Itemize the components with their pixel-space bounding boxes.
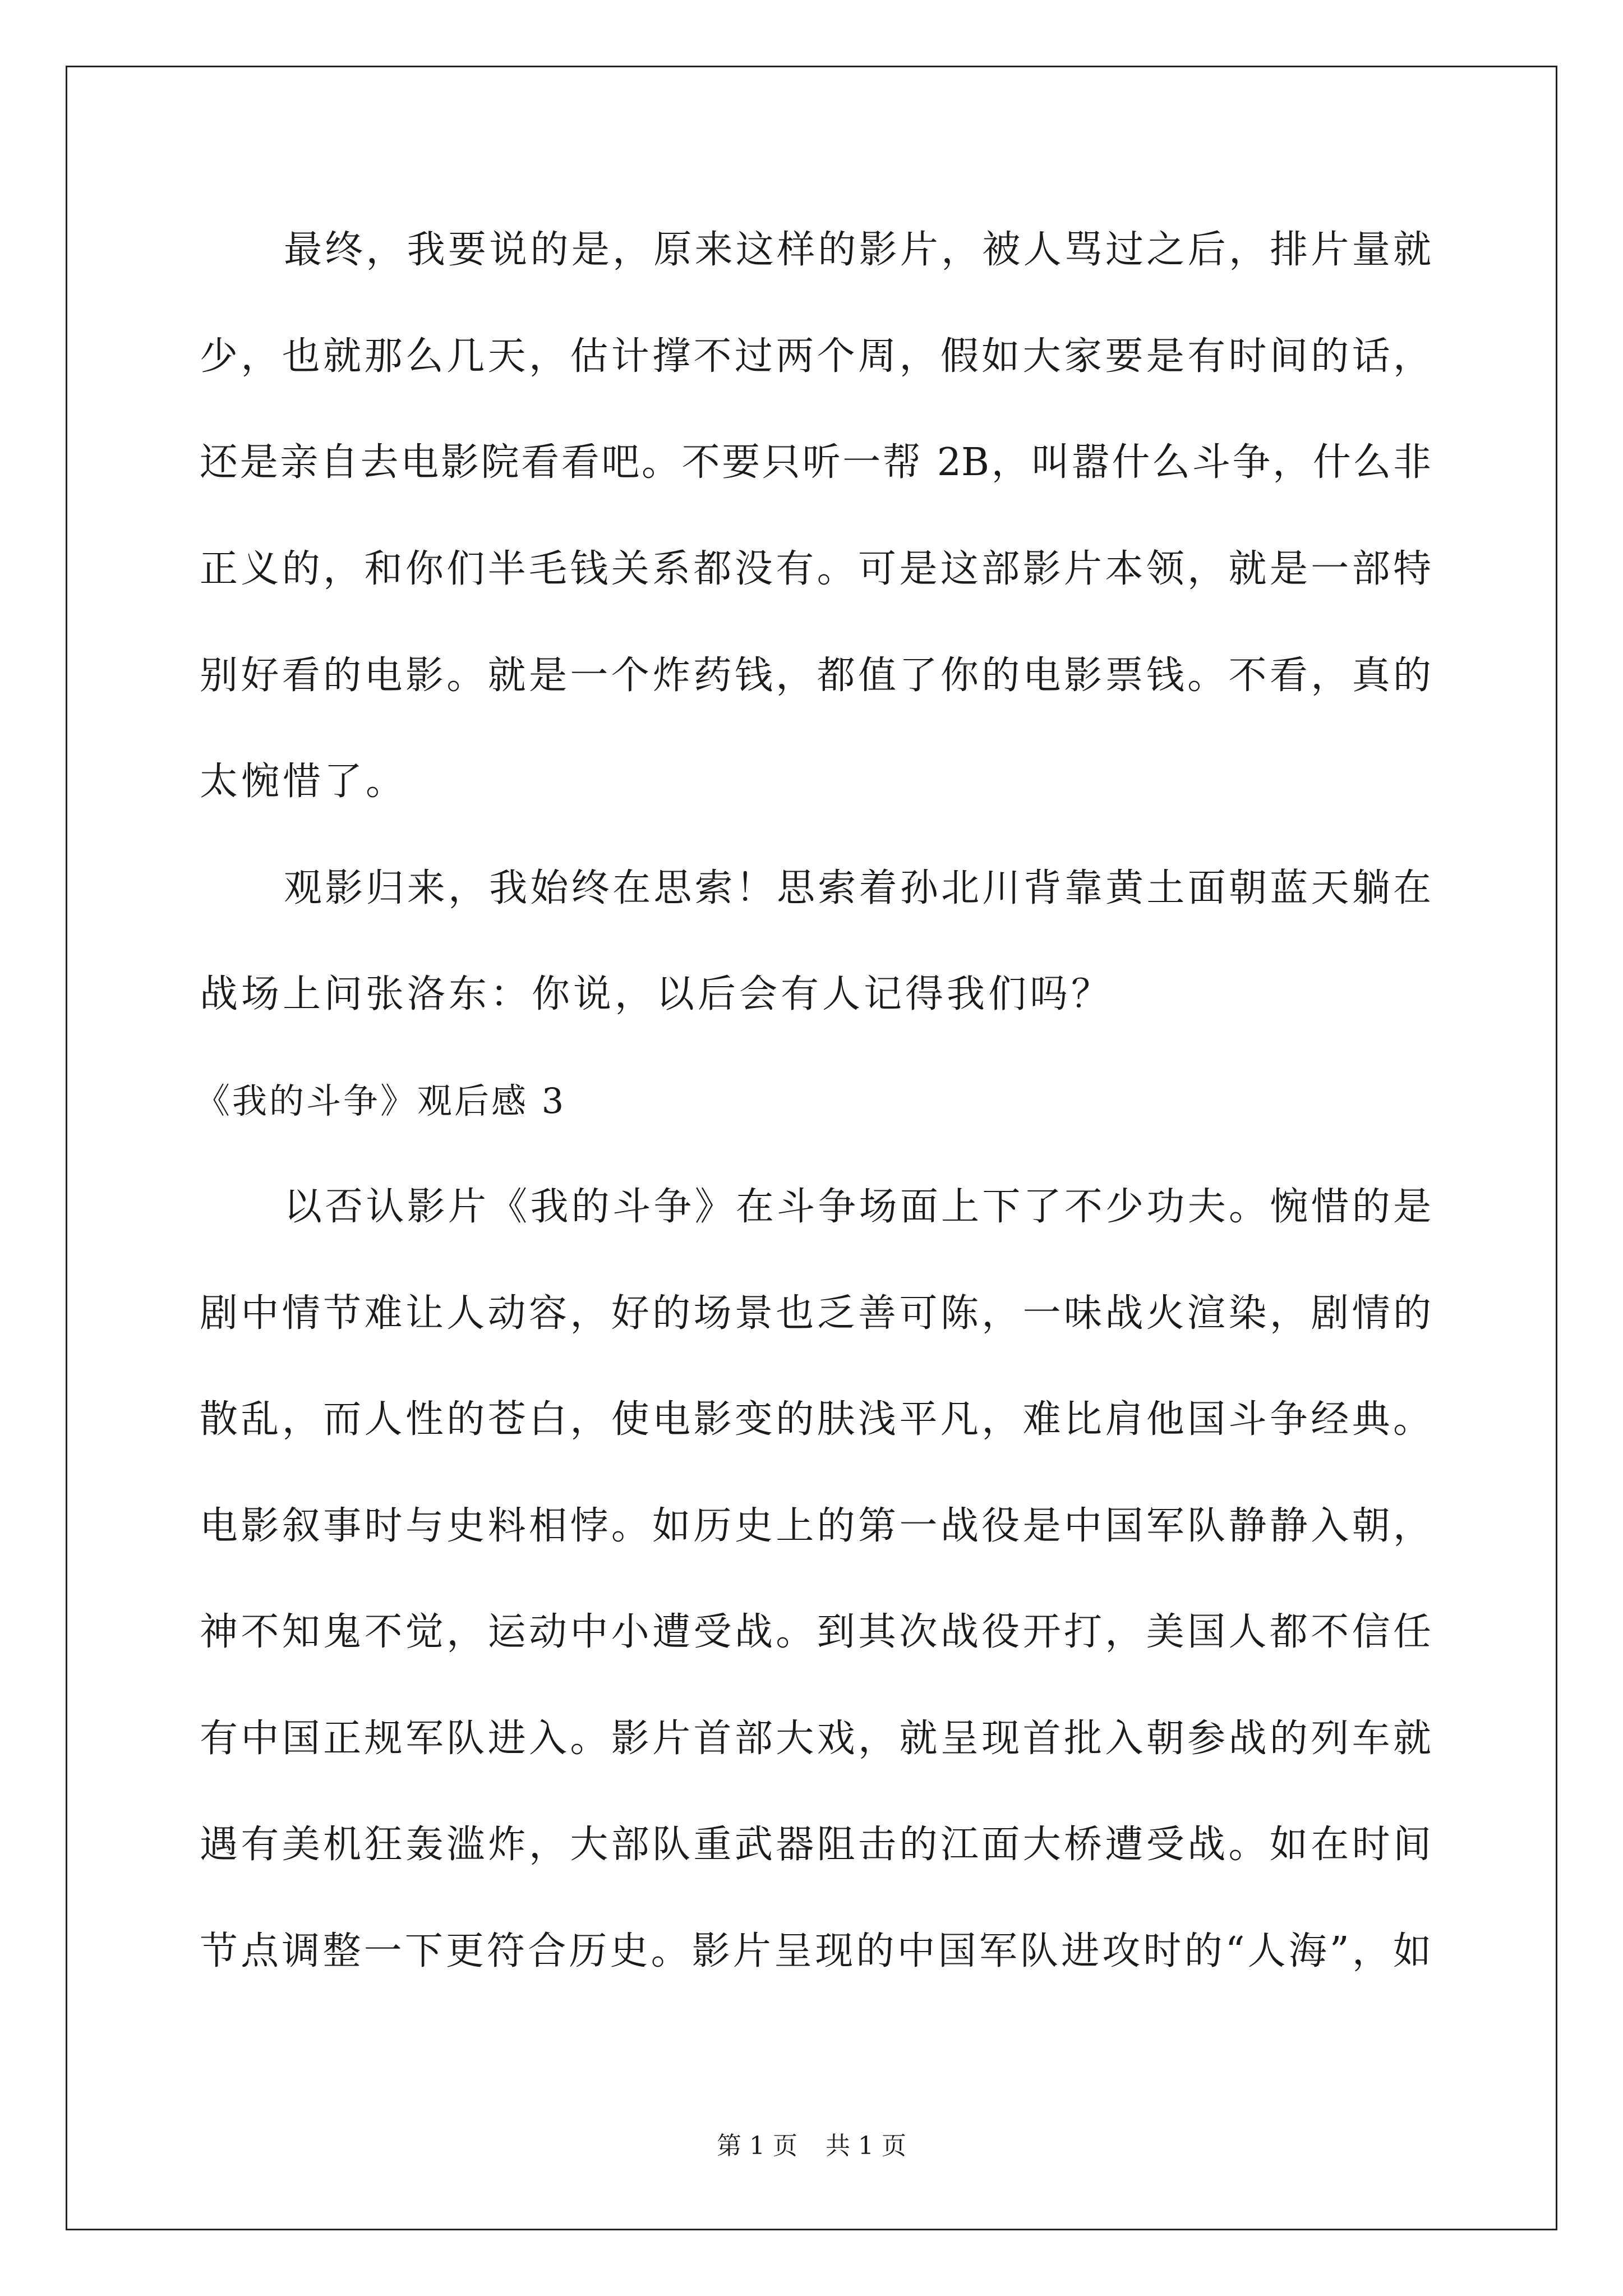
page-total: 共 1 页 bbox=[826, 2132, 906, 2160]
page-border bbox=[66, 66, 1557, 2230]
paragraph-line: 散乱，而人性的苍白，使电影变的肤浅平凡，难比肩他国斗争经典。 bbox=[200, 1397, 1431, 1442]
page-footer bbox=[0, 2131, 1623, 2162]
paragraph-line: 观影归来，我始终在思索！思索着孙北川背靠黄土面朝蓝天躺在 bbox=[284, 866, 1431, 910]
page-number: 第 1 页 bbox=[717, 2132, 797, 2160]
paragraph-line: 以否认影片《我的斗争》在斗争场面上下了不少功夫。惋惜的是 bbox=[284, 1185, 1431, 1229]
paragraph-line: 太惋惜了。 bbox=[200, 760, 408, 804]
paragraph-line: 正义的，和你们半毛钱关系都没有。可是这部影片本领，就是一部特 bbox=[200, 547, 1431, 591]
paragraph-line: 节点调整一下更符合历史。影片呈现的中国军队进攻时的“人海”，如 bbox=[200, 1929, 1431, 1973]
paragraph-line: 神不知鬼不觉，运动中小遭受战。到其次战役开打，美国人都不信任 bbox=[200, 1610, 1431, 1654]
paragraph-line: 少，也就那么几天，估计撑不过两个周，假如大家要是有时间的话， bbox=[200, 334, 1431, 379]
paragraph-line: 剧中情节难让人动容，好的场景也乏善可陈，一味战火渲染，剧情的 bbox=[200, 1291, 1431, 1336]
paragraph-line: 遇有美机狂轰滥炸，大部队重武器阻击的江面大桥遭受战。如在时间 bbox=[200, 1823, 1431, 1867]
paragraph-line: 电影叙事时与史料相悖。如历史上的第一战役是中国军队静静入朝， bbox=[200, 1504, 1431, 1548]
paragraph-line: 战场上问张洛东：你说，以后会有人记得我们吗？ bbox=[200, 972, 1113, 1016]
paragraph-line: 有中国正规军队进入。影片首部大戏，就呈现首批入朝参战的列车就 bbox=[200, 1717, 1431, 1761]
paragraph-line: 最终，我要说的是，原来这样的影片，被人骂过之后，排片量就 bbox=[284, 228, 1431, 272]
paragraph-line: 别好看的电影。就是一个炸药钱，都值了你的电影票钱。不看，真的 bbox=[200, 654, 1431, 698]
section-title: 《我的斗争》观后感 3 bbox=[195, 1080, 566, 1121]
paragraph-line: 还是亲自去电影院看看吧。不要只听一帮 2B，叫嚣什么斗争，什么非 bbox=[200, 440, 1431, 485]
